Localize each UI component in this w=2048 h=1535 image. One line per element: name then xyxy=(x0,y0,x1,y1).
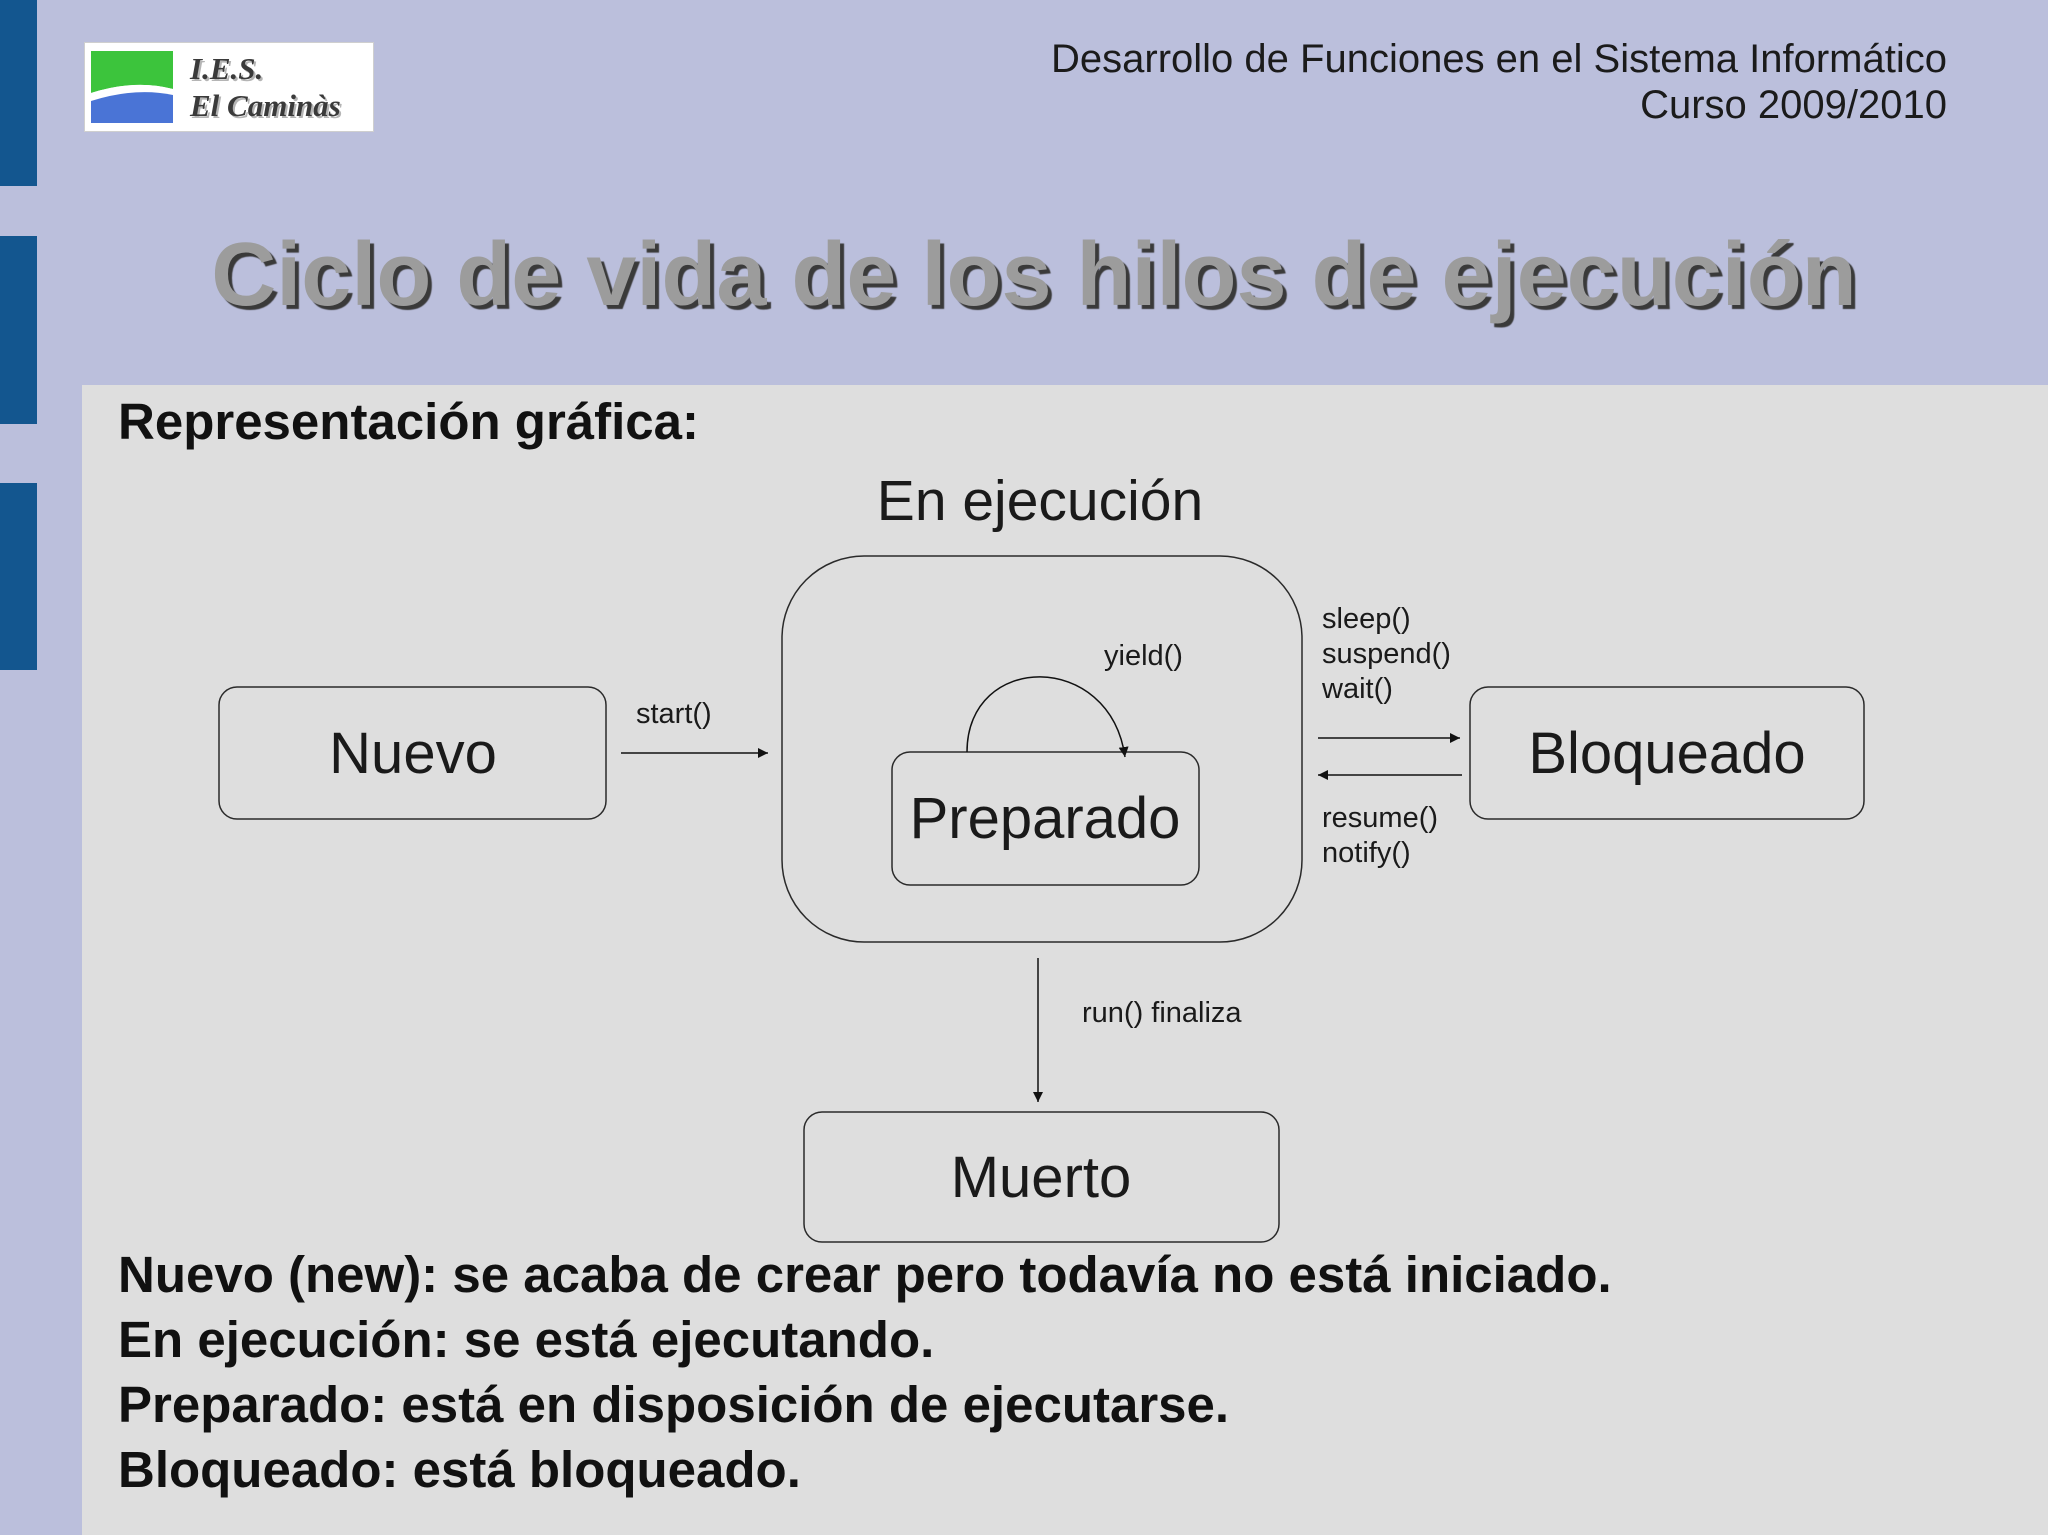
run-finaliza-label: run() finaliza xyxy=(1082,997,1242,1029)
logo-line-1: I.E.S. xyxy=(190,51,264,86)
sleep-label: sleep() xyxy=(1322,603,1411,635)
subtitle: Representación gráfica: xyxy=(118,393,700,450)
preparado-label: Preparado xyxy=(909,786,1181,851)
yield-label: yield() xyxy=(1104,640,1183,672)
yield-loop-arrow xyxy=(967,677,1125,757)
bloqueado-label: Bloqueado xyxy=(1528,721,1806,786)
start-label: start() xyxy=(636,698,712,730)
definition-bloqueado: Bloqueado: está bloqueado. xyxy=(118,1441,801,1498)
wait-label: wait() xyxy=(1322,673,1393,705)
logo-line-2: El Caminàs xyxy=(190,88,341,123)
course-title: Desarrollo de Funciones en el Sistema Informático xyxy=(1051,37,1947,81)
definitions-list xyxy=(118,1242,1612,1502)
suspend-label: suspend() xyxy=(1322,638,1451,670)
slide-title: Ciclo de vida de los hilos de ejecución xyxy=(211,225,1857,325)
course-year: Curso 2009/2010 xyxy=(1640,83,1947,127)
definition-nuevo: Nuevo (new): se acaba de crear pero todavía no está iniciado. xyxy=(118,1246,1612,1303)
en-ejecucion-label: En ejecución xyxy=(876,469,1204,533)
definition-preparado: Preparado: está en disposición de ejecutarse. xyxy=(118,1376,1230,1433)
notify-label: notify() xyxy=(1322,837,1411,869)
resume-label: resume() xyxy=(1322,802,1439,834)
definition-en-ejecucion: En ejecución: se está ejecutando. xyxy=(118,1311,935,1368)
muerto-label: Muerto xyxy=(950,1145,1132,1210)
nuevo-label: Nuevo xyxy=(329,721,497,786)
en-ejecucion-box xyxy=(782,556,1302,942)
